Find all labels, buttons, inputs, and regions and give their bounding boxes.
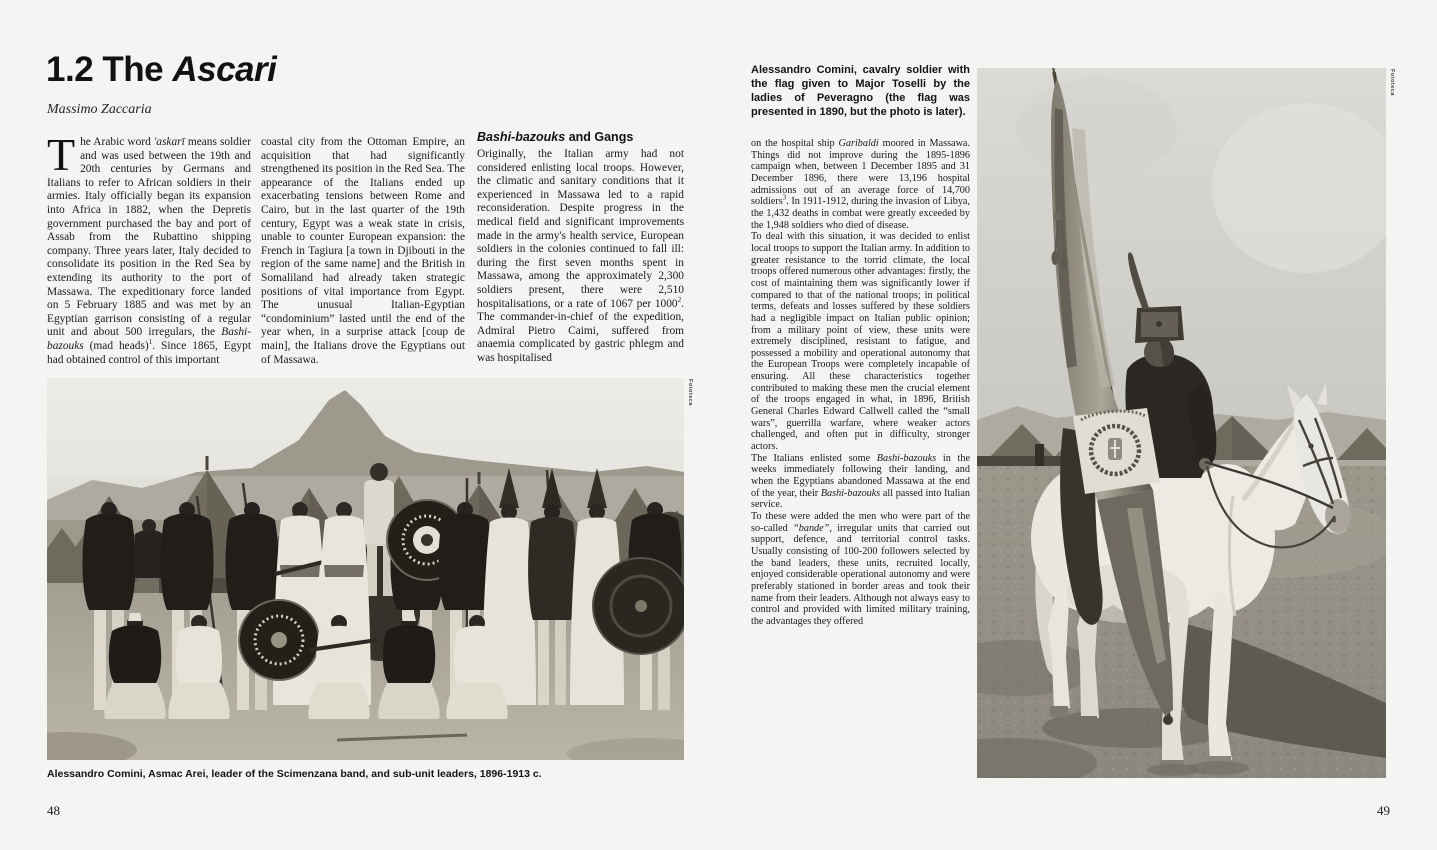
text-column-right xyxy=(751,138,970,784)
section-heading: Bashi-bazouks and Gangs xyxy=(477,130,634,144)
paragraph: coastal city from the Ottoman Empire, an acquisition that had significantly strengthened its position in the Red Sea. The appearance of the Italians ended up exacerbating tensions between Rome and Cairo, but in the last quarter of the 19th century, Egypt was a weak state in crisis, unable to counter European expansion: the French in Tagiura [a town in Djibouti in the region of the same name] and the British in Somaliland had already taken strategic positions of vital importance from Egypt. The unusual Italian-Egyptian “condominium” lasted until the end of the year when, in a surprise attack [coup de main], the Italians drove the Egyptians out of Massawa. xyxy=(261,136,465,366)
large-shield xyxy=(593,558,684,654)
page-number-right: 49 xyxy=(1377,803,1390,818)
page-title xyxy=(46,50,276,90)
paragraph: on the hospital ship Garibaldi moored in Massawa. Things did not improve during the 1895-1896 campaign when, between 1 December 1895 and 31 December 1896, there were 13,196 hospital admissions out of an average force of 14,700 soldiers$^3$. In 1911-1912, during the invasion of Libya, the 1,432 deaths in combat were greatly exceeded by the 1,948 soldiers who died of disease. xyxy=(751,138,970,231)
body-text: he Arabic word 'askarī means soldier and was used between the 19th and 20th centuries by Germans and Italians to refer to African soldiers in their armies. Italy officially began its expansion into Africa in 1882, when the Depretis government purchased the bay and port of Assab from the Rubattino shipping company. Three years later, Italy decided to consolidate its position in the Red Sea by extending its authority to the port of Massawa. The expeditionary force landed on 5 February 1885 and was met by an Egyptian garrison consisting of a regular unit and about 500 irregulars, the Bashi-bazouks (mad heads)$^1$. Since 1865, Egypt had obtained control of this important xyxy=(47,136,251,366)
title-prefix: 1.2 The xyxy=(46,50,173,89)
photo-ascari-group xyxy=(47,378,684,760)
text-column-1 xyxy=(47,136,251,380)
photo-caption-right: Alessandro Comini, cavalry soldier with the flag given to Major Toselli by the ladies of Peveragno (the flag was presented in 1890, but the photo is later). xyxy=(751,64,970,118)
title-italic: Ascari xyxy=(172,50,277,89)
photo-credit-right: Fototeca xyxy=(1389,69,1395,96)
drop-cap: T xyxy=(47,136,76,180)
paragraph: To deal with this situation, it was decided to enlist local troops to support the Italian army. In addition to greater resistance to the torrid climate, the local troops offered numerous other advantages: firstly, the cost of maintaining them was significantly lower if compared to that of the national troops; in political terms, defeats and losses suffered by these soldiers had a negligible impact on Italian public opinion; from a military point of view, these units were extremely disciplined, resistant to fatigue, and possessed a mobility and operational autonomy that the European Troops were completely incapable of ensuring. All these characteristics together contributed to making these men the crucial element of the troops engaged in what, in 1896, British General Charles Edward Callwell called the “small wars”, guerrilla warfare, where weaker actors challenged, and often put in difficulty, stronger actors. xyxy=(751,231,970,453)
text-column-2 xyxy=(261,136,465,380)
ascari-group-illustration xyxy=(47,378,684,760)
paragraph: Originally, the Italian army had not considered enlisting local troops. However, the climatic and sanitary conditions that it experienced in Massawa led to a rapid reconsideration. Despite progress in the medical field and significant improvements made in the army's health service, European soldiers in the colonies continued to fall ill: during the first seven months spent in Massawa, among the approximately 2,300 soldiers present, there were 2,510 hospitalisations, or a rate of 1067 per 1000$^2$. The commander-in-chief of the expedition, Admiral Pietro Caimi, suffered from anaemia complicated by gastric phlegm and was hospitalised xyxy=(477,148,684,364)
page-number-left: 48 xyxy=(47,803,60,818)
text-column-3 xyxy=(477,130,684,380)
author-name: Massimo Zaccaria xyxy=(47,102,152,117)
photo-cavalry-soldier xyxy=(977,68,1386,778)
paragraph xyxy=(47,136,251,367)
paragraph: To these were added the men who were part of the so-called “bande”, irregular units that carried out support, defence, and territorial control tasks. Usually consisting of 100-200 followers selected by the band leaders, these units, recruited locally, enjoyed considerable operational autonomy and were preferably stationed in border areas and took their name from their leaders. Although not always easy to control and provided with limited military training, the advantages they offered xyxy=(751,511,970,627)
cavalry-soldier-illustration xyxy=(977,68,1386,778)
photo-credit-left: Fototeca xyxy=(687,379,693,406)
paragraph: The Italians enlisted some Bashi-bazouks in the weeks immediately following their landing, and when the Egyptians abandoned Massawa at the end of the year, their Bashi-bazouks all passed into Italian service. xyxy=(751,452,970,511)
photo-caption-left: Alessandro Comini, Asmac Arei, leader of the Scimenzana band, and sub-unit leaders, 1896-1913 c. xyxy=(47,768,542,780)
